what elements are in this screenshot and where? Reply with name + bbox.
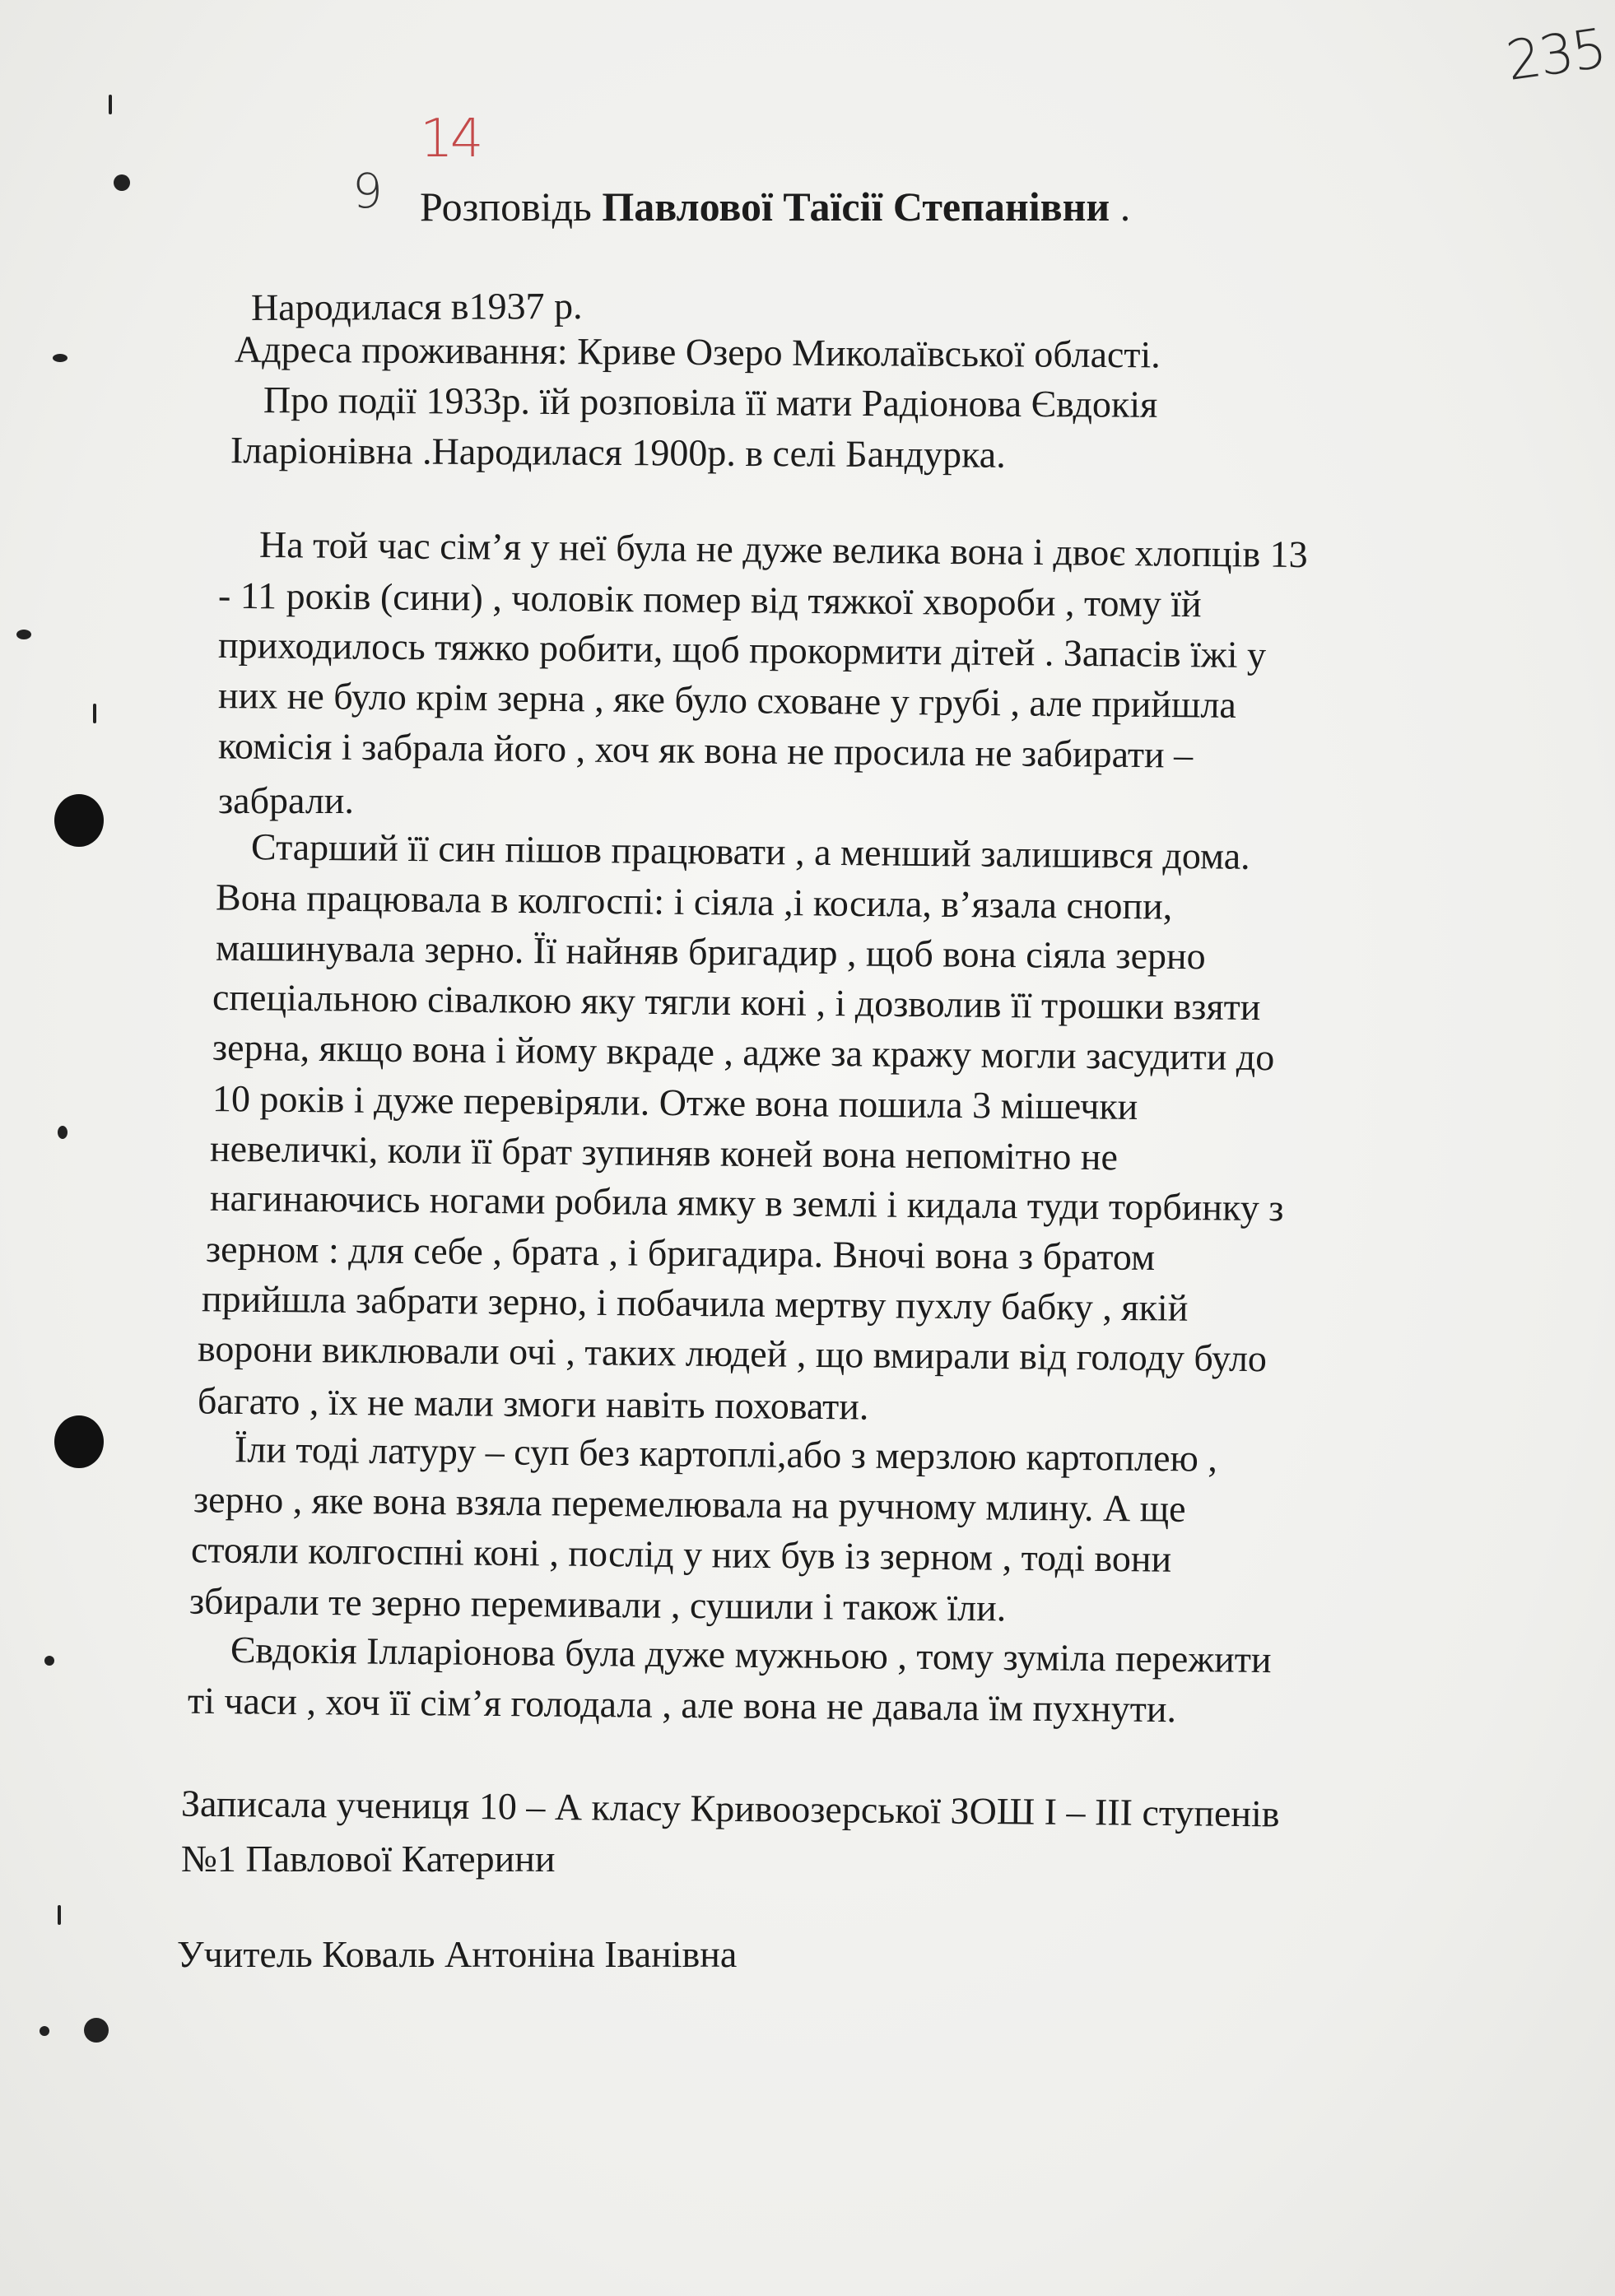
document-title — [420, 183, 1130, 230]
title-name: Павлової Таїсії Степанівни — [602, 184, 1110, 230]
recorded-by-line-1: Записала учениця 10 – А класу Кривоозерської ЗОШ І – ІІІ ступенів — [180, 1782, 1280, 1835]
body-line-8: Вона працювала в колгоспі: і сіяла ,і косила, в’язала снопи, — [215, 876, 1173, 927]
body-line-14: нагинаючись ногами робила ямку в землі і кидала туди торбинку з — [209, 1176, 1284, 1229]
binder-hole-top — [54, 794, 104, 847]
body-line-3: приходилось тяжко робити, щоб прокормити дітей . Запасів їжі у — [217, 623, 1267, 676]
intro-line-3: Про події 1933р. їй розповіла її мати Радіонова Євдокія — [263, 379, 1158, 425]
binder-hole-bottom — [54, 1415, 104, 1468]
margin-speck — [53, 354, 67, 362]
margin-speck — [84, 2018, 109, 2043]
body-line-7: Старший її син пішов працювати , а менший залишився дома. — [250, 825, 1250, 877]
margin-speck — [44, 1656, 54, 1666]
body-line-5: комісія і забрала його , хоч як вона не просила не забирати – — [217, 724, 1194, 776]
body-line-1: На той час сім’я у неї була не дуже велика вона і двоє хлопців 13 — [258, 523, 1308, 576]
margin-speck — [93, 704, 96, 723]
body-line-20: зерно , яке вона взяла перемелювала на ручному млину. А ще — [193, 1478, 1186, 1530]
title-prefix: Розповідь — [420, 184, 592, 230]
body-line-23: Євдокія Ілларіонова була дуже мужньою , тому зуміла пережити — [230, 1628, 1272, 1681]
margin-speck — [114, 174, 130, 191]
recorded-by-line-2: №1 Павлової Катерини — [181, 1838, 556, 1880]
intro-born: Народилася в1937 р. — [250, 284, 583, 329]
body-line-11: зерна, якщо вона і йому вкраде , адже за кражу могли засудити до — [212, 1025, 1275, 1079]
body-line-16: прийшла забрати зерно, і побачила мертву пухлу бабку , якій — [201, 1277, 1189, 1329]
margin-speck — [58, 1905, 61, 1925]
body-line-21: стояли колгоспні коні , послід у них був із зерном , тоді вони — [190, 1528, 1172, 1580]
body-line-6: забрали. — [218, 779, 354, 821]
page-number-red: 14 — [420, 109, 481, 170]
body-line-15: зерном : для себе , брата , і бригадира. Вночі вона з братом — [205, 1227, 1156, 1279]
body-line-22: збирали те зерно перемивали , сушили і також їли. — [188, 1579, 1007, 1629]
intro-line-4: Іларіонівна .Народилася 1900р. в селі Бандурка. — [230, 429, 1006, 476]
archive-number: 235 — [1502, 16, 1609, 93]
teacher-line: Учитель Коваль Антоніна Іванівна — [177, 1933, 738, 1975]
intro-address: Адреса проживання: Криве Озеро Миколаївської області. — [234, 328, 1161, 376]
body-line-2: - 11 років (сини) , чоловік помер від тяжкої хвороби , тому їй — [217, 574, 1202, 625]
margin-speck — [58, 1126, 67, 1139]
margin-speck — [40, 2026, 49, 2036]
title-suffix: . — [1110, 184, 1131, 230]
body-line-19: Їли тоді латуру – суп без картоплі,або з мерзлою картоплею , — [234, 1428, 1218, 1480]
body-line-4: них не було крім зерна , яке було сховане у грубі , але прийшла — [217, 674, 1237, 726]
body-line-24: ті часи , хоч її сім’я голодала , але вона не давала їм пухнути. — [187, 1679, 1177, 1731]
page-number-black: 9 — [352, 163, 383, 219]
body-line-18: багато , їх не мали змоги навіть поховати. — [197, 1379, 869, 1428]
body-line-10: спеціальною сівалкою яку тягли коні , і дозволив її трошки взяти — [212, 975, 1261, 1029]
body-line-9: машинувала зерно. Її найняв бригадир , щоб вона сіяла зерно — [215, 926, 1206, 978]
margin-speck — [109, 95, 112, 114]
body-line-17: ворони виклювали очі , таких людей , що вмирали від голоду було — [197, 1327, 1268, 1380]
body-line-13: невеличкі, коли її брат зупиняв коней вона непомітно не — [209, 1127, 1119, 1178]
body-line-12: 10 років і дуже перевіряли. Отже вона пошила 3 мішечки — [212, 1077, 1138, 1127]
margin-speck — [16, 630, 31, 639]
